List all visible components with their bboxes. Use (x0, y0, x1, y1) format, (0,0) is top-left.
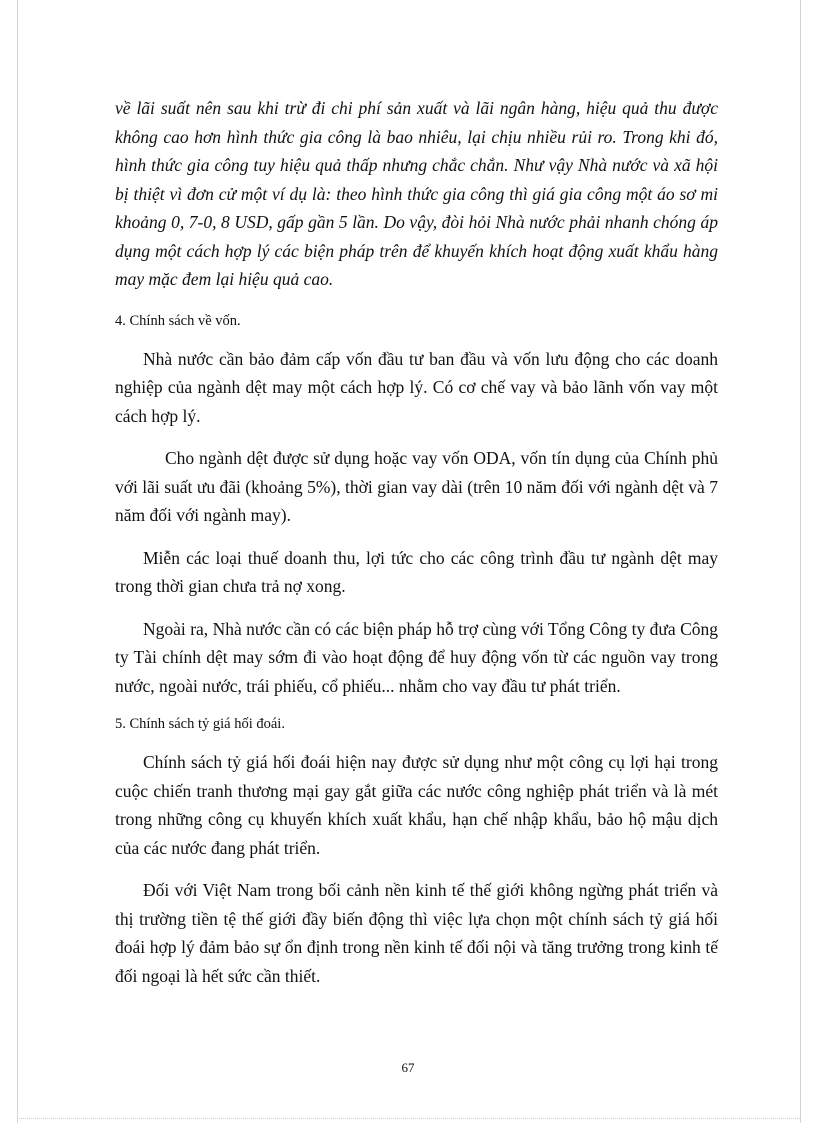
page-border-bottom (17, 1118, 800, 1119)
intro-paragraph: về lãi suất nên sau khi trừ đi chi phí sản xuất và lãi ngân hàng, hiệu quả thu được không cao hơn hình thức gia công là bao nhiêu, lại chịu nhiều rủi ro. Trong khi đó, hình thức gia công tuy hiệu quả thấp nhưng chắc chắn. Như vậy Nhà nước và xã hội bị thiệt vì đơn cử một ví dụ là: theo hình thức gia công thì giá gia công một áo sơ mi khoảng 0, 7-0, 8 USD, gấp gần 5 lần. Do vậy, đòi hỏi Nhà nước phải nhanh chóng áp dụng một cách hợp lý các biện pháp trên để khuyến khích hoạt động xuất khẩu hàng may mặc đem lại hiệu quả cao. (115, 98, 718, 289)
section-5-paragraph: Đối với Việt Nam trong bối cảnh nền kinh tế thế giới không ngừng phát triển và thị trường tiền tệ thế giới đầy biến động thì việc lựa chọn một chính sách tỷ giá hối đoái hợp lý đảm bảo sự ổn định trong nền kinh tế đối nội và tăng trưởng trong kinh tế đối ngoại là hết sức cần thiết. (115, 880, 718, 986)
section-4-paragraph: Miễn các loại thuế doanh thu, lợi tức cho các công trình đầu tư ngành dệt may trong thời gian chưa trả nợ xong. (115, 547, 718, 596)
section-4-heading: 4. Chính sách về vốn. (115, 312, 241, 329)
section-5-paragraph: Chính sách tỷ giá hối đoái hiện nay được sử dụng như một công cụ lợi hại trong cuộc chiến tranh thương mại gay gắt giữa các nước công nghiệp phát triển và là mét trong những công cụ khuyến khích xuất khẩu, hạn chế nhập khẩu, bảo hộ mậu dịch của các nước đang phát triển. (115, 752, 718, 858)
section-4-paragraph: Nhà nước cần bảo đảm cấp vốn đầu tư ban đầu và vốn lưu động cho các doanh nghiệp của ngành dệt may một cách hợp lý. Có cơ chế vay và bảo lãnh vốn vay một cách hợp lý. (115, 348, 718, 426)
section-4-paragraph: Ngoài ra, Nhà nước cần có các biện pháp hỗ trợ cùng với Tổng Công ty đưa Công ty Tài chính dệt may sớm đi vào hoạt động để huy động vốn từ các nguồn vay trong nước, ngoài nước, trái phiếu, cổ phiếu... nhằm cho vay đầu tư phát triển. (115, 618, 718, 696)
section-4-paragraph: Cho ngành dệt được sử dụng hoặc vay vốn ODA, vốn tín dụng của Chính phủ với lãi suất ưu đãi (khoảng 5%), thời gian vay dài (trên 10 năm đối với ngành dệt và 7 năm đối với ngành may). (115, 448, 718, 525)
section-5-heading: 5. Chính sách tỷ giá hối đoái. (115, 716, 285, 732)
document-body (115, 94, 718, 990)
page-border-right (800, 0, 801, 1123)
page-number: 67 (401, 1060, 415, 1075)
page-border-left (17, 0, 18, 1123)
